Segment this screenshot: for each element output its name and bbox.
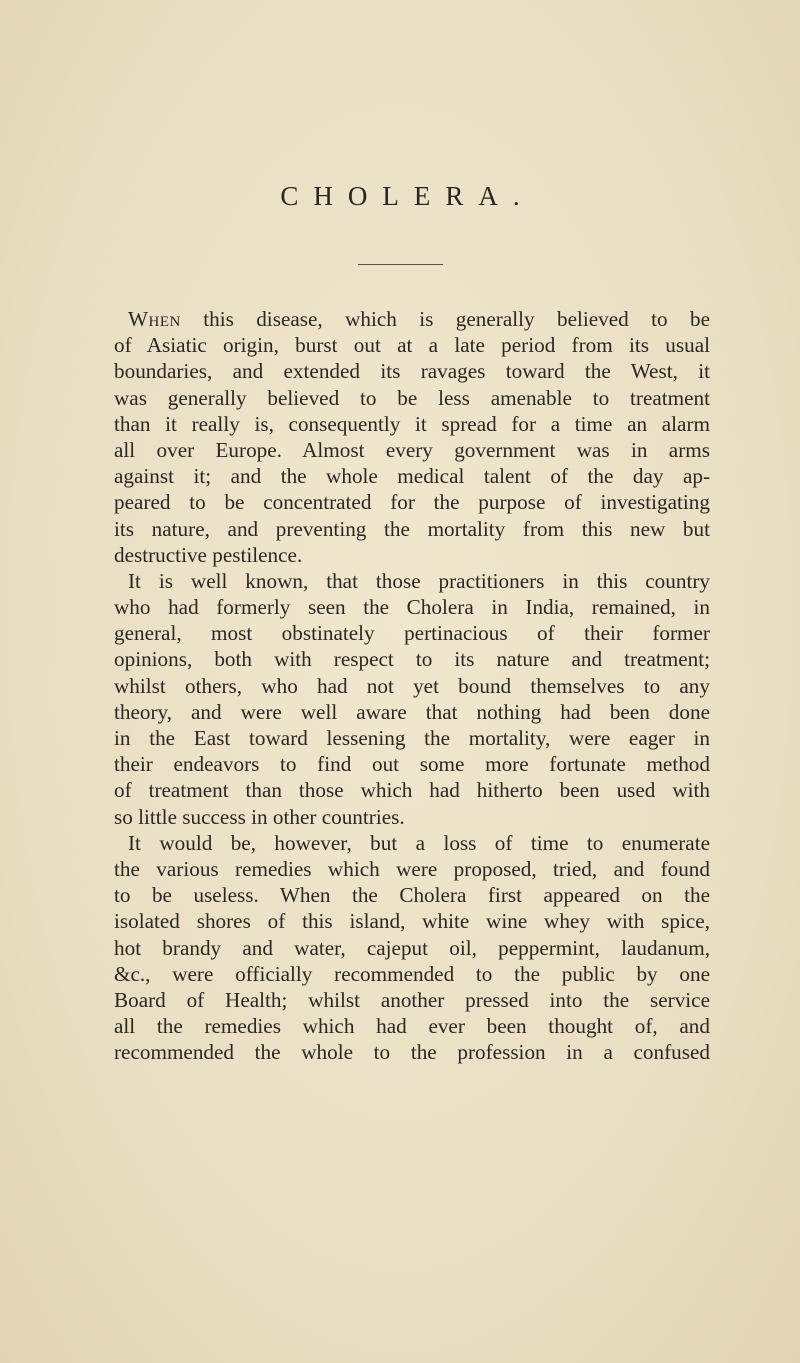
- text-line: peared to be concentrated for the purpose of investigating: [114, 490, 710, 515]
- text-line: all over Europe. Almost every government was in arms: [114, 437, 710, 462]
- text-line: all the remedies which had ever been thought of, and: [114, 1014, 710, 1039]
- text-line: of Asiatic origin, burst out at a late period from its usual: [114, 333, 710, 358]
- text-line: was generally believed to be less amenable to treatment: [114, 385, 710, 410]
- text-line: boundaries, and extended its ravages toward the West, it: [114, 359, 710, 384]
- text-line: destructive pestilence.: [114, 542, 303, 567]
- text-line: recommended the whole to the profession in a confused: [114, 1040, 710, 1065]
- text-line: their endeavors to find out some more fortunate method: [114, 752, 710, 777]
- text-line: isolated shores of this island, white wine whey with spice,: [114, 909, 710, 934]
- opening-word: When: [128, 307, 181, 331]
- text-line: whilst others, who had not yet bound themselves to any: [114, 673, 710, 698]
- text-line: against it; and the whole medical talent of the day ap-: [114, 464, 710, 489]
- text-line: the various remedies which were proposed, tried, and found: [114, 856, 710, 881]
- text-line: opinions, both with respect to its nature and treatment;: [114, 647, 710, 672]
- text-line: theory, and were well aware that nothing had been done: [114, 699, 710, 724]
- text-line: Board of Health; whilst another pressed into the service: [114, 987, 710, 1012]
- text-line: than it really is, consequently it spread for a time an alarm: [114, 411, 710, 436]
- text-line: hot brandy and water, cajeput oil, peppermint, laudanum,: [114, 935, 710, 960]
- paragraph-3: [114, 830, 710, 1066]
- chapter-title: CHOLERA.: [280, 181, 535, 211]
- title-rule: [358, 264, 443, 265]
- text-line: of treatment than those which had hitherto been used with: [114, 778, 710, 803]
- text-line: its nature, and preventing the mortality from this new but: [114, 516, 710, 541]
- paragraph-1: [114, 306, 710, 568]
- text-line: to be useless. When the Cholera first appeared on the: [114, 883, 710, 908]
- text-line: so little success in other countries.: [114, 804, 405, 829]
- paragraph-2: [114, 568, 710, 830]
- text-line: who had formerly seen the Cholera in India, remained, in: [114, 595, 710, 620]
- text-line: &c., were officially recommended to the public by one: [114, 961, 710, 986]
- text-line: general, most obstinately pertinacious of their former: [114, 621, 710, 646]
- text-line: in the East toward lessening the mortality, were eager in: [114, 726, 710, 750]
- text-line: When this disease, which is generally believed to be: [128, 307, 710, 331]
- text-line: It would be, however, but a loss of time to enumerate: [128, 830, 710, 855]
- text-line: It is well known, that those practitioners in this country: [128, 568, 710, 593]
- body-text: [114, 306, 710, 1065]
